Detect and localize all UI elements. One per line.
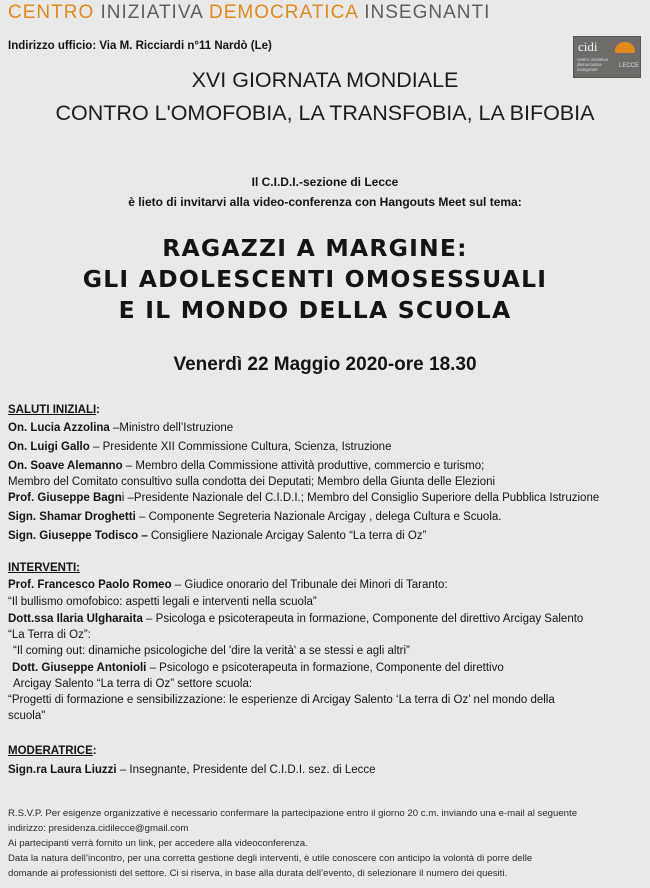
- interventi-line: [8, 710, 45, 722]
- theme-line3: E IL MONDO DELLA SCUOLA: [118, 296, 512, 324]
- speaker-name: Prof. Francesco Paolo Romeo: [8, 579, 172, 591]
- interventi-line: [8, 613, 583, 625]
- organization-header: [8, 2, 490, 24]
- interventi-line: [13, 645, 410, 657]
- talk-title: “Il coming out: dinamiche psicologiche del 'dire la verità' a se stessi e agli altri”: [13, 645, 410, 657]
- event-title-line2: CONTRO L'OMOFOBIA, LA TRANSFOBIA, LA BIFOBIA: [55, 101, 595, 125]
- intro-line2: è lieto di invitarvi alla video-conferenza con Hangouts Meet sul tema:: [128, 195, 522, 209]
- speaker-name: Sign. Giuseppe Todisco –: [8, 530, 148, 542]
- interventi-line: [8, 694, 555, 706]
- moderatrice-heading-text: MODERATRICE: [8, 745, 93, 757]
- speaker-name: Sign.ra Laura Liuzzi: [8, 764, 117, 776]
- speaker-name: Prof. Giuseppe Bagn: [8, 492, 122, 504]
- speaker-role: i –Presidente Nazionale del C.I.D.I.; Membro del Consiglio Superiore della Pubblica Istruzione: [121, 492, 600, 504]
- speaker-role: Membro del Comitato consultivo sulla condotta dei Deputati; Membro della Giunta delle Elezioni: [8, 476, 496, 488]
- theme-line1: RAGAZZI A MARGINE:: [162, 234, 468, 262]
- interventi-line: [13, 678, 252, 690]
- header-word-iniziativa: INIZIATIVA: [100, 2, 203, 23]
- saluti-line: [8, 492, 599, 504]
- header-word-democratica: DEMOCRATICA: [209, 2, 358, 23]
- speaker-role: – Componente Segreteria Nazionale Arcigay , delega Cultura e Scuola.: [135, 511, 502, 523]
- logo-mark: cidi: [578, 39, 598, 54]
- logo-caption: centro iniziativa democratica insegnanti: [577, 57, 609, 72]
- interventi-line: [8, 596, 317, 608]
- footer-questions-note-2: domande ai professionisti del settore. Ci si riserva, in base alla durata dell’evento, di selezionare il numero dei quesiti.: [8, 868, 508, 879]
- header-word-centro: CENTRO: [8, 2, 95, 23]
- header-word-insegnanti: INSEGNANTI: [364, 2, 491, 23]
- interventi-heading: [8, 562, 80, 574]
- speaker-name: On. Luigi Gallo: [8, 441, 90, 453]
- speaker-role: –Ministro dell’Istruzione: [109, 422, 234, 434]
- saluti-line: [8, 441, 391, 453]
- speaker-role: – Presidente XII Commissione Cultura, Scienza, Istruzione: [89, 441, 392, 453]
- speaker-name: Dott.ssa Ilaria Ulgharaita: [8, 613, 143, 625]
- theme-line2: GLI ADOLESCENTI OMOSESSUALI: [82, 265, 548, 293]
- talk-title: “Progetti di formazione e sensibilizzazione: le esperienze di Arcigay Salento ‘La terra di Oz’ nel mondo della: [8, 694, 555, 706]
- interventi-line: [8, 629, 91, 641]
- speaker-name: On. Lucia Azzolina: [8, 422, 110, 434]
- speaker-role: – Membro della Commissione attività produttive, commercio e turismo;: [122, 460, 485, 472]
- saluti-line: [8, 476, 495, 488]
- event-date: Venerdì 22 Maggio 2020-ore 18.30: [173, 354, 477, 375]
- intro-line1: Il C.I.D.I.-sezione di Lecce: [251, 175, 399, 189]
- speaker-role: – Insegnante, Presidente del C.I.D.I. sez. di Lecce: [116, 764, 376, 776]
- footer-email: indirizzo: presidenza.cidilecce@gmail.com: [8, 823, 189, 834]
- speaker-role: – Psicologo e psicoterapeuta in formazione, Componente del direttivo: [146, 662, 504, 674]
- saluti-colon: :: [96, 404, 101, 416]
- speaker-name: Sign. Shamar Droghetti: [8, 511, 136, 523]
- saluti-line: [8, 530, 426, 542]
- logo-shape-icon: [615, 42, 635, 53]
- footer-rsvp: R.S.V.P. Per esigenze organizzative è necessario confermare la partecipazione entro il giorno 20 c.m. inviando una e-mail al seguente: [8, 808, 578, 819]
- speaker-role: “La Terra di Oz”:: [8, 629, 91, 641]
- footer-link-note: Ai partecipanti verrà fornito un link, per accedere alla videoconferenza.: [8, 838, 308, 849]
- speaker-role: Consigliere Nazionale Arcigay Salento “La terra di Oz”: [147, 530, 427, 542]
- footer-questions-note: Data la natura dell’incontro, per una corretta gestione degli interventi, è utile conoscere con anticipo la volontà di porre delle: [8, 853, 533, 864]
- saluti-line: [8, 511, 501, 523]
- saluti-heading-text: SALUTI INIZIALI: [8, 404, 97, 416]
- event-title-line1: XVI GIORNATA MONDIALE: [191, 68, 459, 92]
- saluti-line: [8, 422, 233, 434]
- logo-sub: LECCE: [619, 63, 640, 69]
- moderatrice-colon: :: [92, 745, 97, 757]
- interventi-line: [12, 662, 504, 674]
- saluti-line: [8, 460, 484, 472]
- talk-title: “Il bullismo omofobico: aspetti legali e interventi nella scuola”: [8, 596, 317, 608]
- speaker-name: On. Soave Alemanno: [8, 460, 123, 472]
- speaker-role: – Psicologa e psicoterapeuta in formazione, Componente del direttivo Arcigay Salento: [142, 613, 584, 625]
- interventi-heading-text: INTERVENTI:: [8, 562, 80, 574]
- speaker-role: – Giudice onorario del Tribunale dei Minori di Taranto:: [171, 579, 448, 591]
- saluti-heading: [8, 404, 100, 416]
- speaker-role: Arcigay Salento “La terra di Oz” settore scuola:: [13, 678, 253, 690]
- speaker-name: Dott. Giuseppe Antonioli: [12, 662, 147, 674]
- talk-title: scuola": [8, 710, 46, 722]
- moderatrice-heading: [8, 745, 97, 757]
- office-address: Indirizzo ufficio: Via M. Ricciardi n°11 Nardò (Le): [8, 40, 272, 52]
- moderatrice-line: [8, 764, 376, 776]
- interventi-line: [8, 579, 448, 591]
